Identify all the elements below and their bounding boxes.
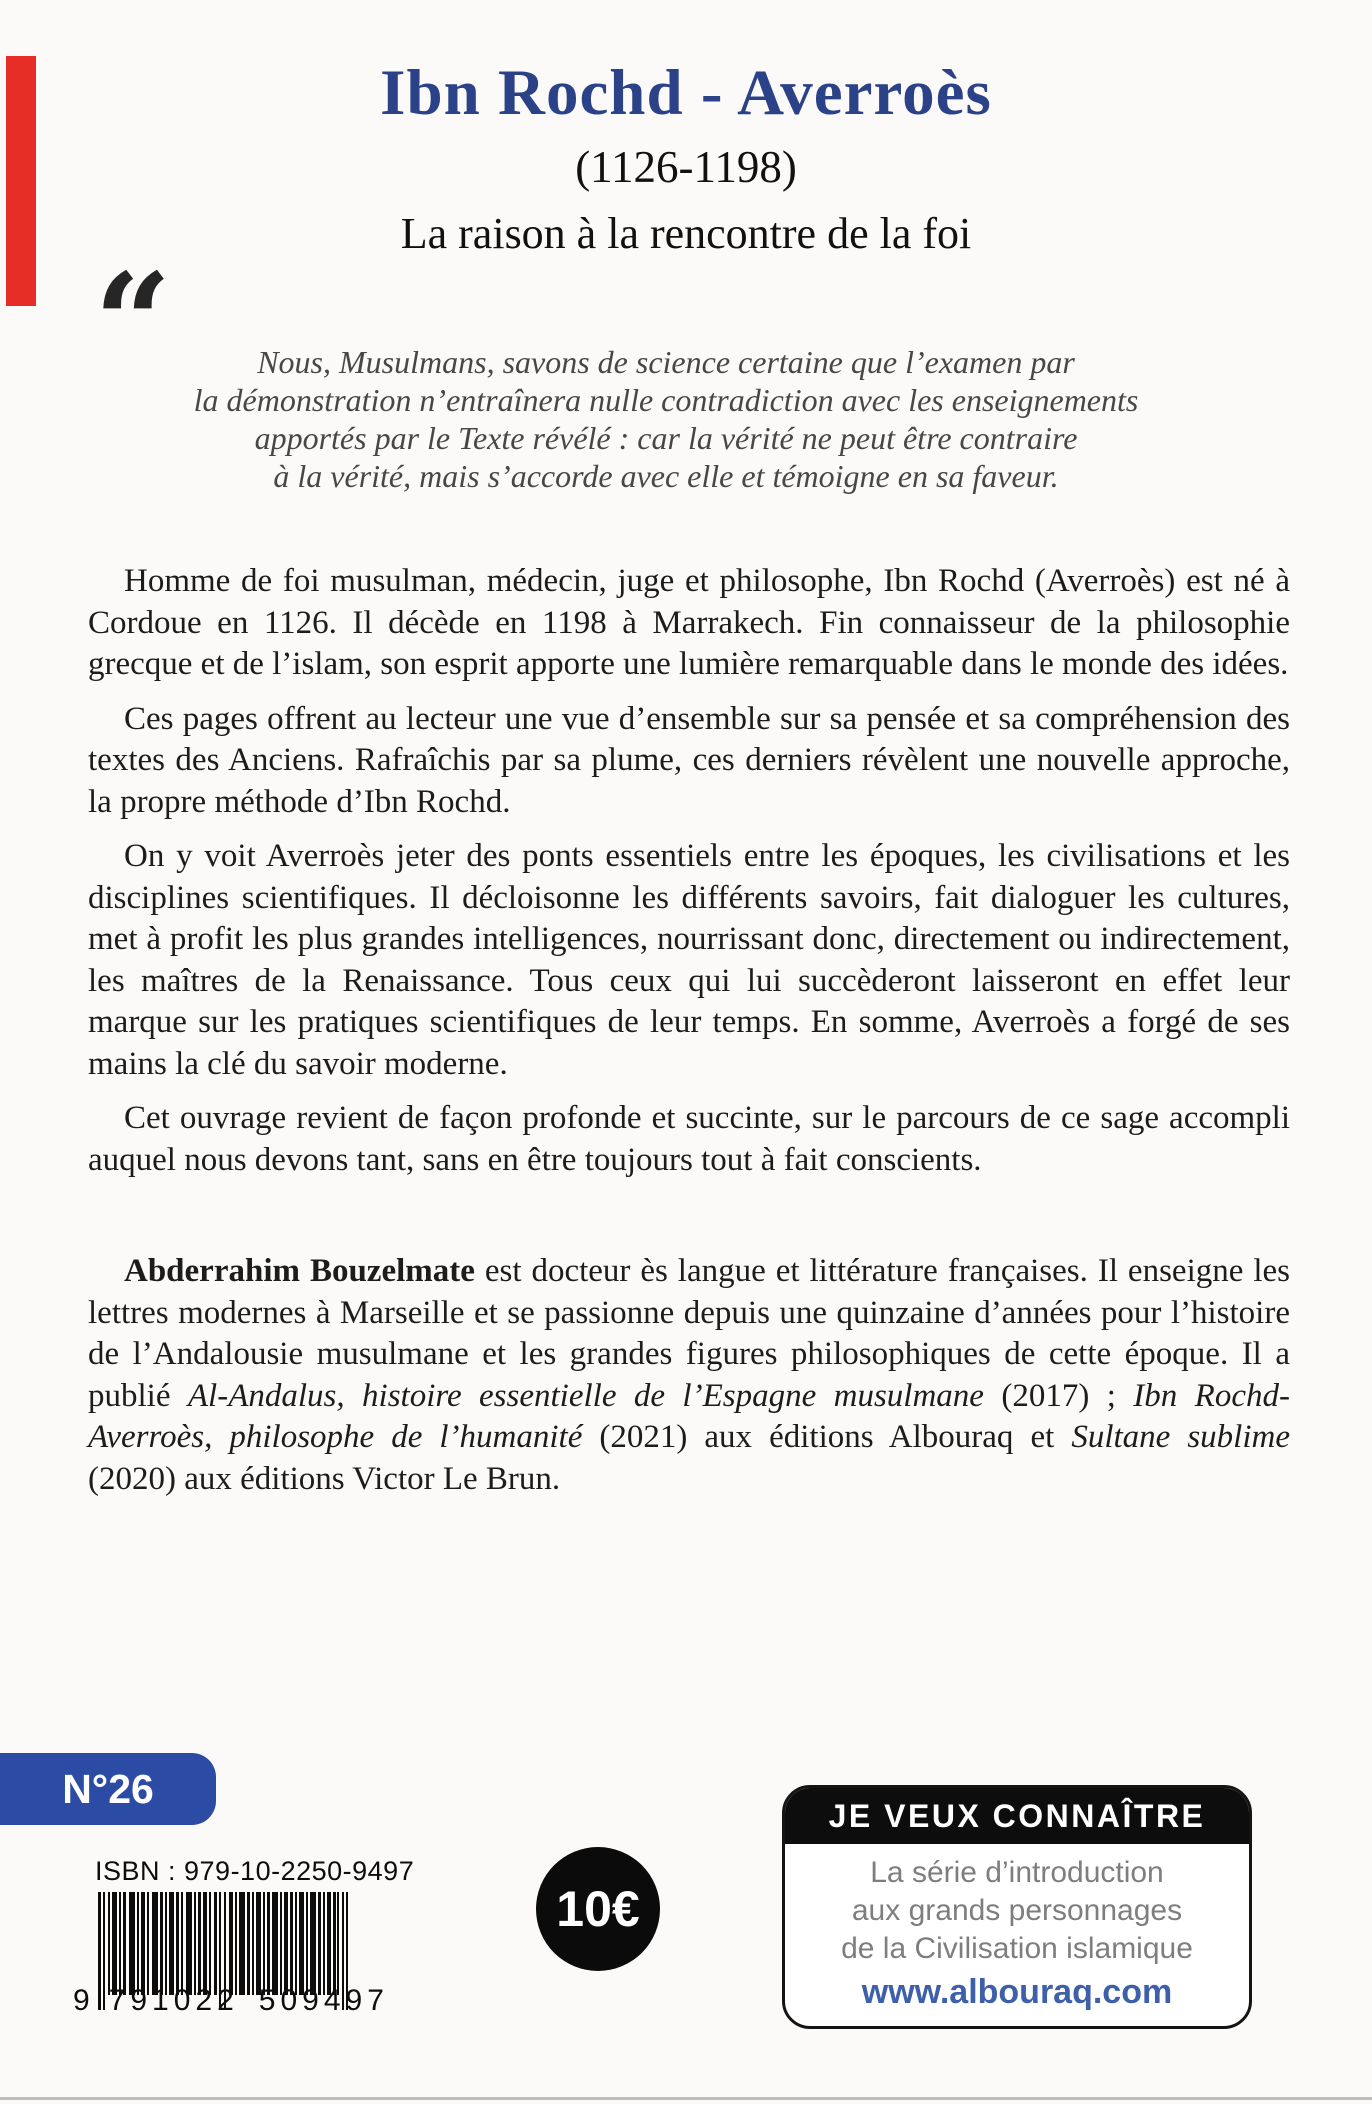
life-dates: (1126-1198) [575, 142, 797, 192]
barcode [73, 1892, 389, 2018]
bio-segment: (2020) aux éditions Victor Le Brun. [88, 1460, 561, 1497]
bio-segment: Al-Andalus, histoire essentielle de l’Espagne musulmane [187, 1377, 984, 1414]
author-bio [88, 1251, 1290, 1500]
bio-segment: Ibn Rochd-Averroès, philosophe de l’humanité [88, 1377, 1290, 1455]
opening-quote-icon: “ [94, 243, 172, 402]
bio-segment: (2021) aux éditions Albouraq et [582, 1419, 1072, 1455]
synopsis-paragraph: Homme de foi musulman, médecin, juge et philosophe, Ibn Rochd (Averroès) est né à Cordoue en 1126. Il décède en 1198 à Marrakech. Fin connaisseur de la philosophie grecque et de l’islam, son esprit apporte une lumière remarquable dans le monde des idées. [88, 563, 1290, 682]
book-subtitle: La raison à la rencontre de la foi [400, 209, 972, 258]
barcode-digit-group: 791022 [108, 1984, 239, 2017]
pull-quote [94, 243, 1222, 495]
promo-line: aux grands personnages [851, 1894, 1183, 1927]
quote-line: Nous, Musulmans, savons de science certaine que l’examen par [257, 344, 1075, 380]
isbn-label: ISBN : 979-10-2250-9497 [95, 1856, 415, 1886]
synopsis-paragraph: Cet ouvrage revient de façon profonde et succinte, sur le parcours de ce sage accompli auquel nous devons tant, sans en être toujours tout à fait conscients. [88, 1100, 1290, 1178]
page-bottom-edge [0, 2097, 1372, 2100]
barcode-image [98, 1892, 348, 1998]
series-number: N°26 [62, 1765, 154, 1812]
synopsis-paragraph: Ces pages offrent au lecteur une vue d’ensemble sur sa pensée et sa compréhension des textes des Anciens. Rafraîchis par sa plume, ces derniers révèlent une nouvelle approche, la propre méthode d’Ibn Rochd. [88, 700, 1290, 820]
synopsis [88, 561, 1290, 1181]
bio-segment: Abderrahim Bouzelmate [124, 1253, 475, 1289]
bio-segment: (2017) ; [983, 1377, 1134, 1414]
synopsis-paragraph: On y voit Averroès jeter des ponts essentiels entre les époques, les civilisations et les disciplines scientifiques. Il décloisonne les différents savoirs, fait dialoguer les cultures, met à profit les plus grandes intelligences, nourrissant donc, directement ou indirectement, les maîtres de la Renaissance. Tous ceux qui lui succèderont laisseront en effet leur marque sur les pratiques scientifiques de leur temps. En somme, Averroès a forgé de ses mains la clé du savoir moderne. [88, 838, 1290, 1082]
series-number-badge [0, 1753, 216, 1825]
book-back-cover [0, 56, 1372, 2104]
front-cover-edge-strip [6, 56, 36, 306]
barcode-digit-group: 9 [73, 1984, 95, 2017]
promo-body [785, 1844, 1249, 1968]
price-value: 10€ [556, 1881, 640, 1937]
barcode-digit-group: 509497 [258, 1984, 389, 2017]
promo-header: JE VEUX CONNAÎTRE [785, 1788, 1249, 1844]
quote-line: la démonstration n’entraînera nulle contradiction avec les enseignements [193, 382, 1139, 418]
promo-line: de la Civilisation islamique [841, 1932, 1193, 1965]
bio-segment: Sultane sublime [1071, 1419, 1290, 1455]
promo-box [782, 1785, 1252, 2029]
book-title: Ibn Rochd - Averroès [380, 57, 992, 129]
quote-line: à la vérité, mais s’accorde avec elle et témoigne en sa faveur. [273, 458, 1059, 494]
bio-segment: est docteur ès langue et littérature françaises. Il enseigne les lettres modernes à Marseille et se passionne depuis une quinzaine d’années pour l’histoire de l’Andalousie musulmane et les grandes figures philosophiques de cette époque. Il a publié [88, 1253, 1290, 1414]
promo-line: La série d’introduction [870, 1856, 1164, 1889]
quote-line: apportés par le Texte révélé : car la vérité ne peut être contraire [254, 420, 1078, 456]
barcode-digits [73, 1984, 389, 2018]
price-badge [536, 1847, 660, 1971]
website-url: www.albouraq.com [861, 1973, 1173, 2011]
